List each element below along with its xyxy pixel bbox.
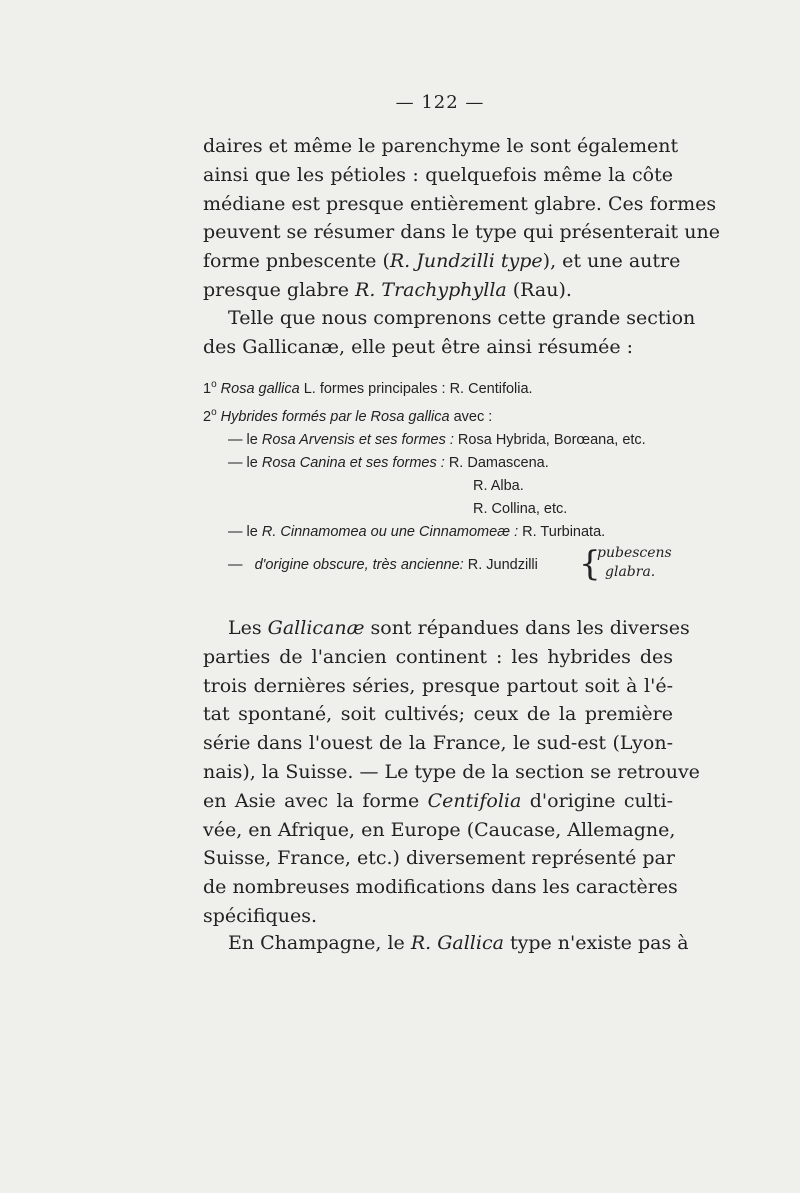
- list-subitem: [203, 429, 673, 452]
- text-span: type n'existe pas à: [503, 932, 689, 954]
- group-name: Hybrides formés par le Rosa gallica: [220, 408, 450, 425]
- list-continuation: R. Collina, etc.: [473, 500, 568, 517]
- text-span: le: [242, 454, 262, 471]
- species-name: R. Trachyphylla: [355, 278, 507, 301]
- item-number: 2: [203, 408, 212, 425]
- text-line: Suisse, France, etc.) diversement représenté par: [203, 847, 675, 870]
- species-name: R. Gallica: [410, 932, 504, 954]
- paragraph-3: [203, 614, 700, 931]
- text-line: parties de l'ancien continent : les hybrides des: [203, 645, 673, 668]
- variant-option: glabra.: [605, 563, 656, 580]
- text-line: [203, 276, 673, 305]
- list-subitem: [203, 544, 673, 588]
- text-line: tat spontané, soit cultivés; ceux de la première: [203, 703, 673, 726]
- text-span: Les: [228, 617, 268, 639]
- paragraph-2: [203, 304, 696, 362]
- text-line: peuvent se résumer dans le type qui présenterait une: [203, 221, 720, 244]
- text-span: ), et une autre: [542, 250, 681, 273]
- species-name: Rosa Arvensis et ses formes :: [261, 431, 454, 448]
- text-span: forme pnbescente (: [203, 250, 390, 273]
- ordinal-sup: o: [211, 379, 217, 390]
- text-span: sont répandues dans les diverses: [364, 617, 690, 639]
- text-line: vée, en Afrique, en Europe (Caucase, Allemagne,: [203, 818, 676, 841]
- item-number: 1: [203, 380, 212, 397]
- text-line: de nombreuses modifications dans les caractères: [203, 876, 678, 899]
- species-name: R. Jundzilli type: [389, 250, 543, 273]
- text-line: [228, 554, 538, 577]
- text-line: [203, 929, 689, 958]
- list-subitem: [203, 521, 673, 544]
- text-span: R. Jundzilli: [463, 556, 538, 573]
- text-line: Telle que nous comprenons cette grande section: [228, 307, 696, 329]
- ordinal-sup: o: [211, 406, 217, 418]
- page-number: — 122 —: [395, 92, 485, 113]
- text-span: d'origine culti-: [521, 789, 673, 812]
- species-name: Rosa gallica: [220, 380, 300, 397]
- classification-list: [203, 373, 673, 588]
- text-line: [203, 787, 673, 816]
- text-line: nais), la Suisse. — Le type de la section se retrouve: [203, 760, 700, 783]
- text-span: Rosa Hybrida, Borœana, etc.: [453, 431, 646, 448]
- text-line: série dans l'ouest de la France, le sud-est (Lyon-: [203, 732, 673, 755]
- text-span: le: [242, 431, 262, 448]
- list-continuation: R. Alba.: [473, 477, 524, 494]
- text-span: L. formes principales : R. Centifolia.: [299, 380, 533, 397]
- text-line: [203, 247, 681, 276]
- text-span: En Champagne, le: [228, 932, 411, 954]
- text-span: R. Turbinata.: [518, 523, 606, 540]
- dash: —: [228, 523, 243, 540]
- origin-note: d'origine obscure, très ancienne:: [254, 556, 464, 573]
- list-item: [203, 401, 673, 429]
- text-span: en Asie avec la forme: [203, 789, 428, 812]
- variant-option: pubescens: [597, 544, 672, 561]
- text-line: trois dernières séries, presque partout soit à l'é-: [203, 674, 673, 697]
- text-span: presque glabre: [203, 278, 356, 301]
- section-name: Gallicanæ: [267, 617, 365, 639]
- brace-symbol: {: [579, 543, 601, 584]
- species-name: Centifolia: [427, 789, 522, 812]
- dash: —: [228, 454, 243, 471]
- list-subitem: [203, 452, 673, 475]
- text-span: R. Damascena.: [444, 454, 549, 471]
- text-line: [203, 614, 690, 643]
- list-item: [203, 373, 673, 401]
- dash: —: [228, 431, 243, 448]
- variant-options: [597, 544, 672, 582]
- species-name: R. Cinnamomea ou une Cinnamomeæ :: [261, 523, 519, 540]
- text-span: avec :: [449, 408, 493, 425]
- text-line: spécifiques.: [203, 904, 317, 927]
- text-line: ainsi que les pétioles : quelquefois même la côte: [203, 163, 673, 186]
- paragraph-4: [203, 929, 689, 958]
- paragraph-1: [203, 132, 720, 305]
- text-line: daires et même le parenchyme le sont également: [203, 135, 679, 157]
- species-name: Rosa Canina et ses formes :: [261, 454, 445, 471]
- dash: —: [228, 556, 243, 573]
- text-span: le: [242, 523, 262, 540]
- text-span: (Rau).: [506, 278, 572, 301]
- text-line: médiane est presque entièrement glabre. Ces formes: [203, 192, 717, 215]
- text-line: des Gallicanæ, elle peut être ainsi résumée :: [203, 335, 634, 358]
